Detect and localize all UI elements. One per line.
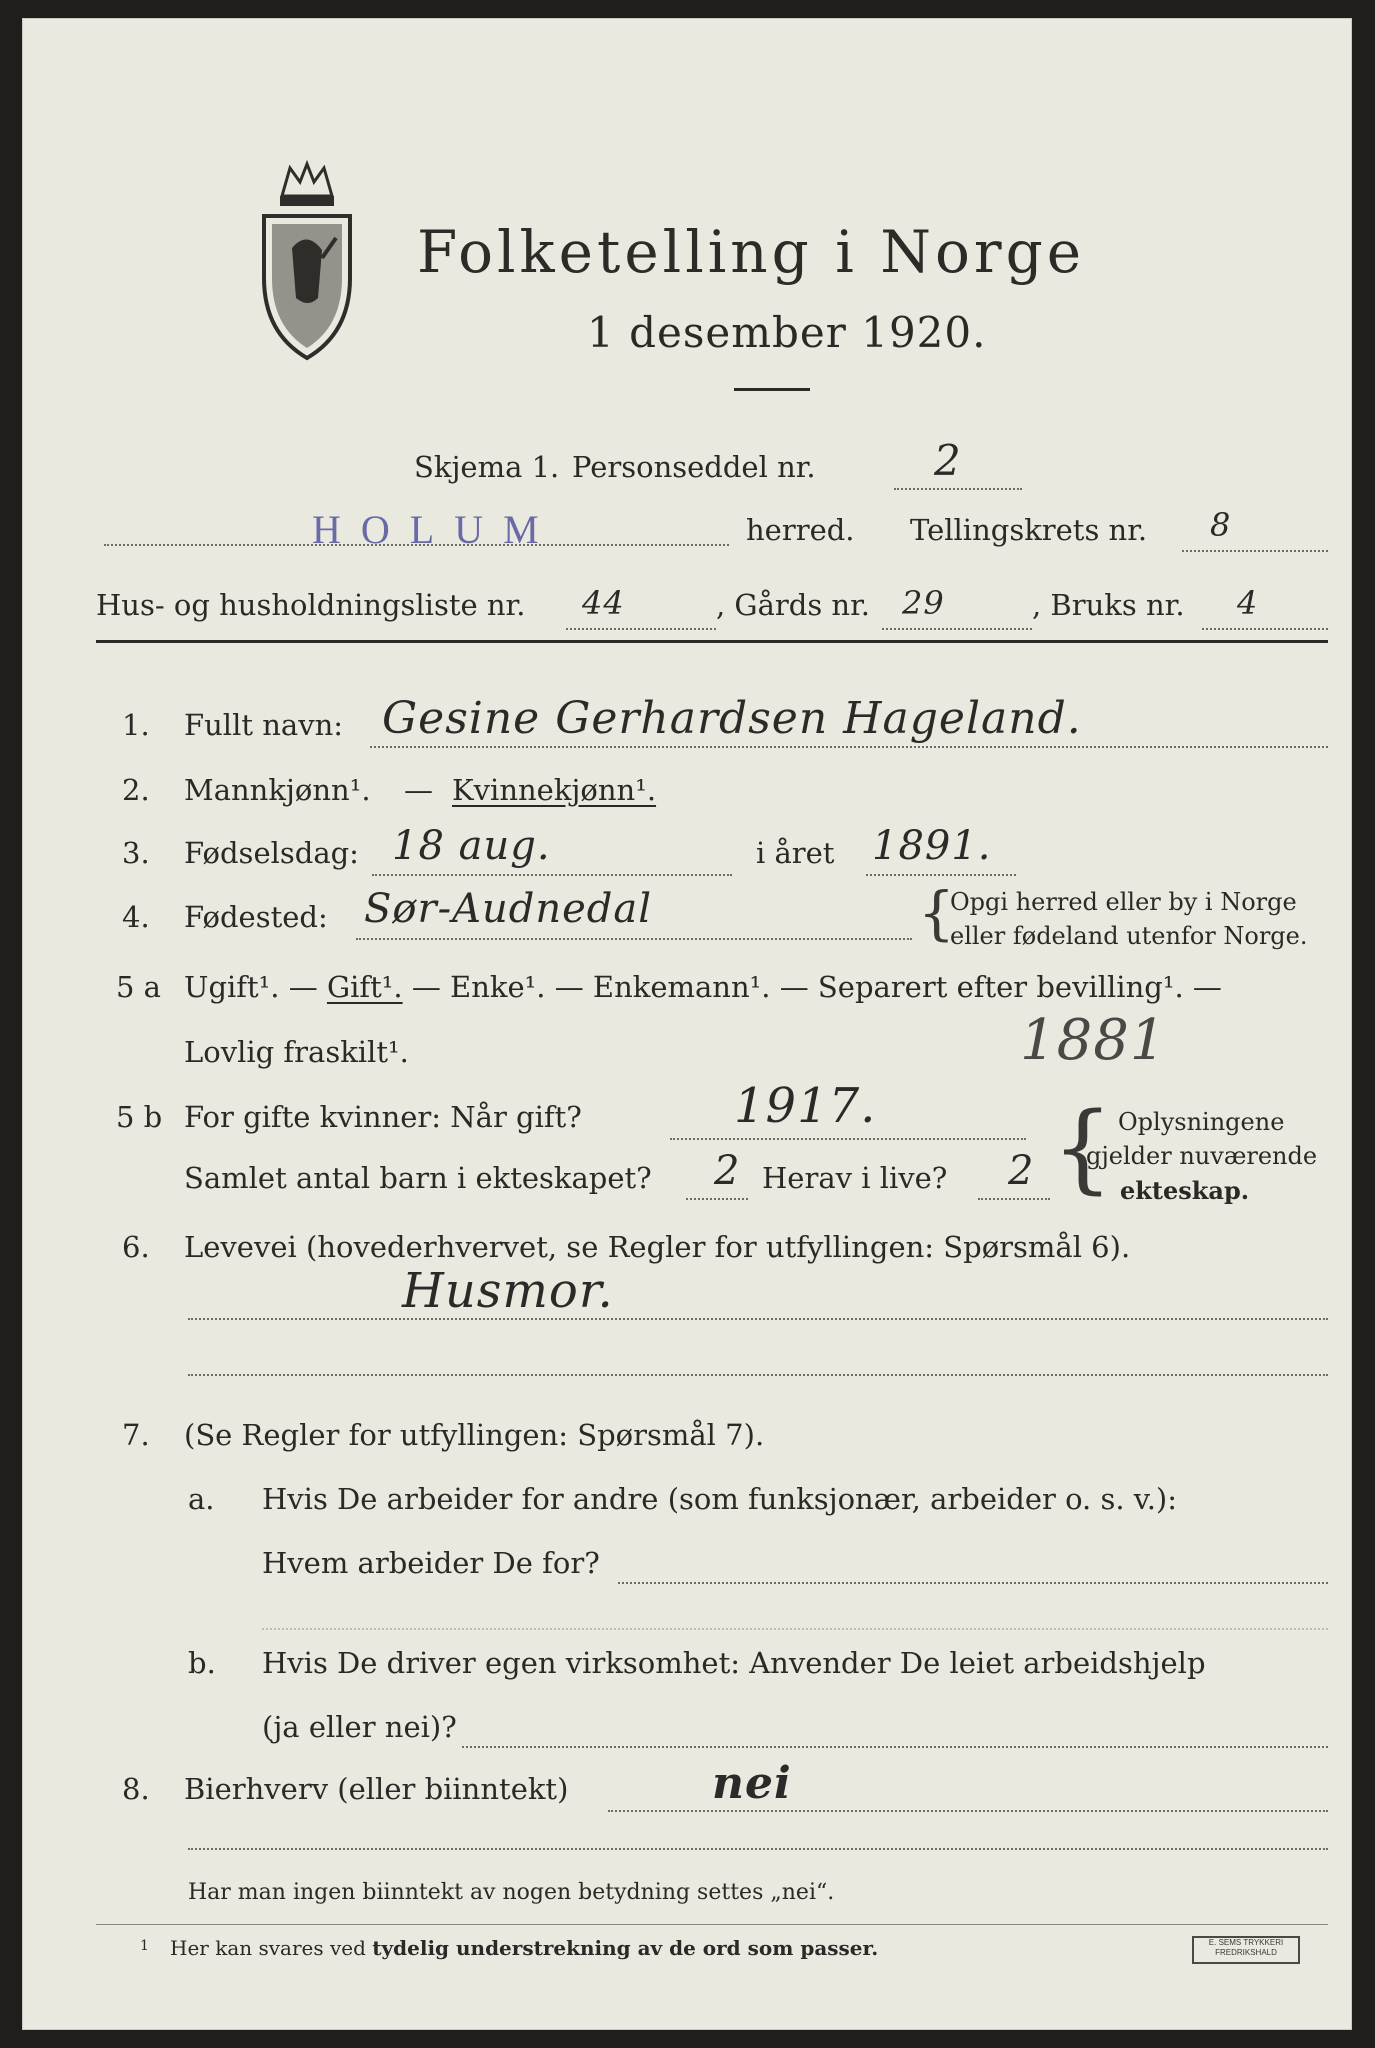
- schema-label: Skjema 1.: [414, 450, 560, 484]
- q4-note-line1: Opgi herred eller by i Norge: [950, 888, 1297, 916]
- q6-number: 6.: [122, 1230, 150, 1264]
- herred-stamp: HOLUM: [312, 507, 559, 552]
- q5b-note-line2: gjelder nuværende: [1086, 1142, 1318, 1170]
- q5a-number: 5 a: [116, 970, 161, 1004]
- q4-number: 4.: [122, 900, 150, 934]
- printer-stamp: [1192, 1936, 1300, 1964]
- personseddel-label: Personseddel nr.: [572, 450, 816, 484]
- q7b-text: Hvis De driver egen virksomhet: Anvender De leiet arbeidshjelp: [262, 1646, 1206, 1680]
- printer-stamp-line2: FREDRIKSHALD: [1215, 1948, 1277, 1957]
- q7b-letter: b.: [188, 1646, 216, 1680]
- header-rule: [96, 640, 1328, 643]
- form-title: Folketelling i Norge: [417, 218, 1086, 286]
- q8-label: Bierhverv (eller biinntekt): [184, 1772, 569, 1806]
- q7b-text2: (ja eller nei)?: [262, 1710, 457, 1744]
- children-value: 2: [714, 1148, 741, 1194]
- sex-separator: —: [404, 773, 433, 807]
- herred-label: herred.: [746, 513, 855, 547]
- q3-number: 3.: [122, 836, 150, 870]
- bruks-label: , Bruks nr.: [1032, 588, 1185, 622]
- coat-of-arms-icon: [252, 158, 362, 368]
- q4-label: Fødested:: [184, 900, 328, 934]
- status-rest: — Enke¹. — Enkemann¹. — Separert efter bevilling¹. —: [402, 970, 1222, 1004]
- gaards-value: 29: [902, 584, 945, 622]
- gaards-label: , Gårds nr.: [716, 588, 870, 622]
- margin-note-year: 1881: [1020, 1008, 1167, 1073]
- q5b-note-line1: Oplysningene: [1118, 1108, 1285, 1136]
- birthday-value: 18 aug.: [392, 823, 551, 869]
- married-year-value: 1917.: [734, 1078, 877, 1134]
- q4-note-line2: eller fødeland utenfor Norge.: [950, 922, 1308, 950]
- q5b-note-line3: ekteskap.: [1120, 1176, 1250, 1205]
- children-label: Samlet antal barn i ekteskapet?: [184, 1161, 652, 1195]
- year-label: i året: [756, 836, 835, 870]
- q7a-letter: a.: [188, 1482, 215, 1516]
- q8-number: 8.: [122, 1772, 150, 1806]
- q1-number: 1.: [122, 708, 150, 742]
- footer-note: Har man ingen biinntekt av nogen betydning settes „nei“.: [188, 1880, 835, 1905]
- q3-label: Fødselsdag:: [184, 836, 359, 870]
- side-income-value: nei: [712, 1758, 792, 1809]
- marital-status-line: [184, 970, 1222, 1004]
- title-divider: [734, 388, 810, 391]
- q7-number: 7.: [122, 1418, 150, 1452]
- q5b-label: For gifte kvinner: Når gift?: [184, 1100, 582, 1134]
- tellingskrets-value: 8: [1210, 506, 1232, 544]
- alive-label: Herav i live?: [762, 1161, 948, 1195]
- sex-male: Mannkjønn¹.: [184, 773, 371, 807]
- form-date: 1 desember 1920.: [587, 308, 987, 357]
- alive-value: 2: [1008, 1148, 1035, 1194]
- status-fraskilt: Lovlig fraskilt¹.: [184, 1035, 409, 1069]
- q7-label: (Se Regler for utfyllingen: Spørsmål 7).: [184, 1418, 765, 1452]
- birth-year-value: 1891.: [872, 823, 992, 869]
- q4-brace: {: [918, 879, 955, 947]
- status-gift-underlined: Gift¹.: [326, 970, 403, 1004]
- census-form: [22, 18, 1352, 2030]
- occupation-value: Husmor.: [402, 1263, 614, 1319]
- footnote: [170, 1936, 878, 1960]
- birthplace-value: Sør-Audnedal: [364, 886, 653, 932]
- tellingskrets-label: Tellingskrets nr.: [910, 513, 1148, 547]
- husliste-value: 44: [582, 584, 625, 622]
- husliste-label: Hus- og husholdningsliste nr.: [96, 588, 526, 622]
- personseddel-value: 2: [934, 436, 962, 485]
- q7a-text2: Hvem arbeider De for?: [262, 1546, 600, 1580]
- q5b-brace: {: [1052, 1092, 1114, 1204]
- bruks-value: 4: [1237, 584, 1259, 622]
- footnote-text: Her kan svares ved: [170, 1936, 366, 1960]
- full-name-value: Gesine Gerhardsen Hageland.: [382, 693, 1082, 744]
- footer-rule: [96, 1924, 1328, 1925]
- q2-number: 2.: [122, 773, 150, 807]
- sex-female-underlined: Kvinnekjønn¹.: [452, 773, 657, 807]
- footnote-mark: 1: [140, 1938, 149, 1954]
- q6-label: Levevei (hovederhvervet, se Regler for utfyllingen: Spørsmål 6).: [184, 1230, 1131, 1264]
- status-sep: —: [279, 970, 327, 1004]
- q7a-text: Hvis De arbeider for andre (som funksjonær, arbeider o. s. v.):: [262, 1482, 1178, 1516]
- printer-stamp-line1: E. SEMS TRYKKERI: [1208, 1938, 1284, 1947]
- q5b-number: 5 b: [116, 1100, 163, 1134]
- q1-label: Fullt navn:: [184, 708, 344, 742]
- status-ugift: Ugift¹.: [184, 970, 280, 1004]
- footnote-bold: tydelig understrekning av de ord som passer.: [372, 1936, 879, 1960]
